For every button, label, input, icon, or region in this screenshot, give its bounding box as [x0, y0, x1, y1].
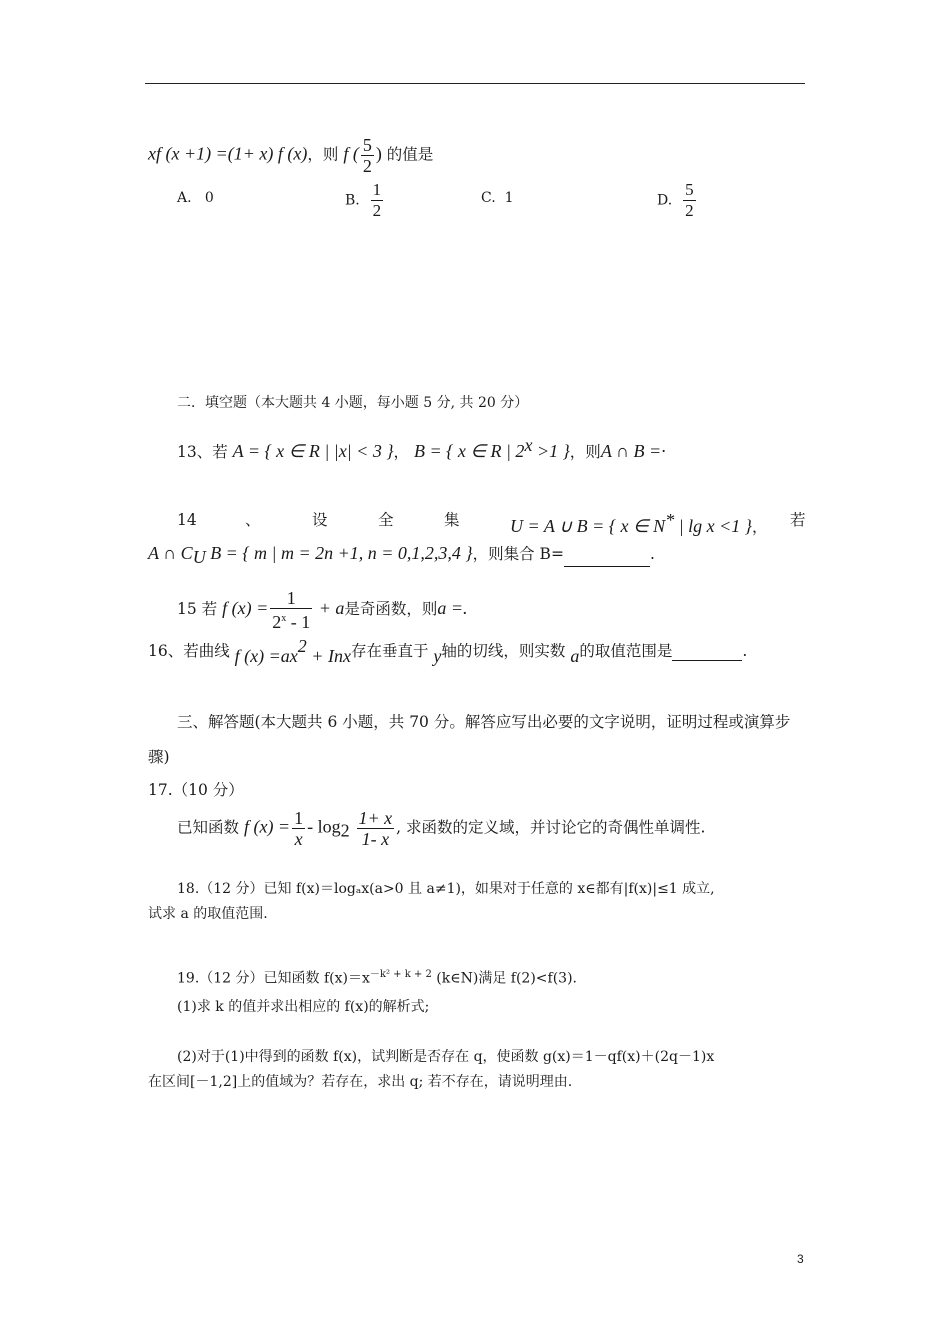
- q19-part1: (1)求 k 的值并求出相应的 f(x)的解析式;: [177, 999, 430, 1015]
- q12-tail: 的值是: [381, 145, 434, 164]
- q12-fraction: $\frac{5}{2}$: [362, 135, 372, 176]
- q14-c2: 设: [312, 511, 328, 529]
- q13-set-b: B = { x ∈ R | 2: [413, 441, 525, 462]
- q14-line2: A ∩ $C_U$ B = { m | m = 2n +1, n = 0,1,2,3,4 }，则集合 B= .: [148, 543, 655, 568]
- q13-set-a: A = { x ∈ R | |x| < 3 }: [232, 441, 394, 462]
- q18-line1: 18.（12 分）已知 f(x)＝logₐx(a>0 且 a≠1)，如果对于任意的 x∈都有|f(x)|≤1 成立,: [177, 881, 715, 897]
- q16-answer-blank[interactable]: [672, 644, 742, 661]
- q12-equation: xf (x +1) =(1+ x) f (x): [148, 143, 308, 164]
- section2-heading: 二．填空题（本大题共 4 小题，每小题 5 分, 共 20 分）: [177, 395, 529, 411]
- q12-f: f (: [343, 143, 359, 164]
- q17-head: 17.（10 分）: [148, 781, 244, 799]
- option-b: B. $\frac{1}{2}$: [345, 180, 382, 220]
- q16-line: 16、若曲线 f $(x) =ax^2$ + Inx存在垂直于 y轴的切线，则实数 a的取值范围是 .: [148, 636, 748, 667]
- section3-heading-line2: 骤): [148, 748, 170, 766]
- q15-fraction: $\frac{1}{2^x - 1}$: [272, 588, 311, 632]
- q19-line1: 19.（12 分）已知函数 $f(x)=x^{-k^2 + k + 2}$ (k∈N)满足 f(2)<f(3).: [177, 969, 577, 987]
- section3-heading-line1: 三、解答题(本大题共 6 小题，共 70 分。解答应写出必要的文字说明，证明过程或演算步: [177, 713, 791, 731]
- q13-line: 13、若 A = { x ∈ R | |x| < 3 }， B = { x ∈ R | $2^x >1$ }，则A ∩ B =·: [177, 435, 666, 462]
- q12-sep: ，则: [307, 145, 339, 164]
- page-number: 3: [797, 1252, 804, 1266]
- option-a: A. 0: [177, 190, 214, 206]
- q14-ruo: 若: [790, 511, 806, 529]
- option-d: D. $\frac{5}{2}$: [657, 180, 694, 220]
- q14-answer-blank[interactable]: [564, 550, 650, 567]
- q13-ask: A ∩ B =·: [600, 441, 666, 462]
- header-rule: [145, 83, 805, 84]
- q17-body: 已知函数 f (x) = $\frac{1}{x}$ - $\log_2$ $\frac{1+ x}{1- x}$ , 求函数的定义域，并讨论它的奇偶性单调性.: [177, 808, 706, 849]
- q12-close: ): [375, 143, 382, 164]
- q19-part2-line1: (2)对于(1)中得到的函数 f(x)，试判断是否存在 q，使函数 g(x)＝1－qf(x)＋(2q－1)x: [177, 1049, 715, 1065]
- q18-line2: 试求 a 的取值范围.: [148, 906, 268, 922]
- q12-line: [148, 135, 433, 176]
- q14-c1: 、: [245, 511, 261, 529]
- q14-set-u: U = A ∪ B = { x ∈ N* | lg x <1 }，: [510, 510, 768, 537]
- q14-num: 14: [177, 511, 197, 529]
- q19-part2-line2: 在区间[－1,2]上的值域为？若存在，求出 q; 若不存在，请说明理由.: [148, 1074, 573, 1090]
- option-c: C. 1: [481, 190, 514, 206]
- q14-c3: 全: [378, 511, 394, 529]
- q14-c4: 集: [444, 511, 460, 529]
- q15-line: 15 若 f (x) = $\frac{1}{2^x - 1}$ + a是奇函数，则a =.: [177, 588, 468, 632]
